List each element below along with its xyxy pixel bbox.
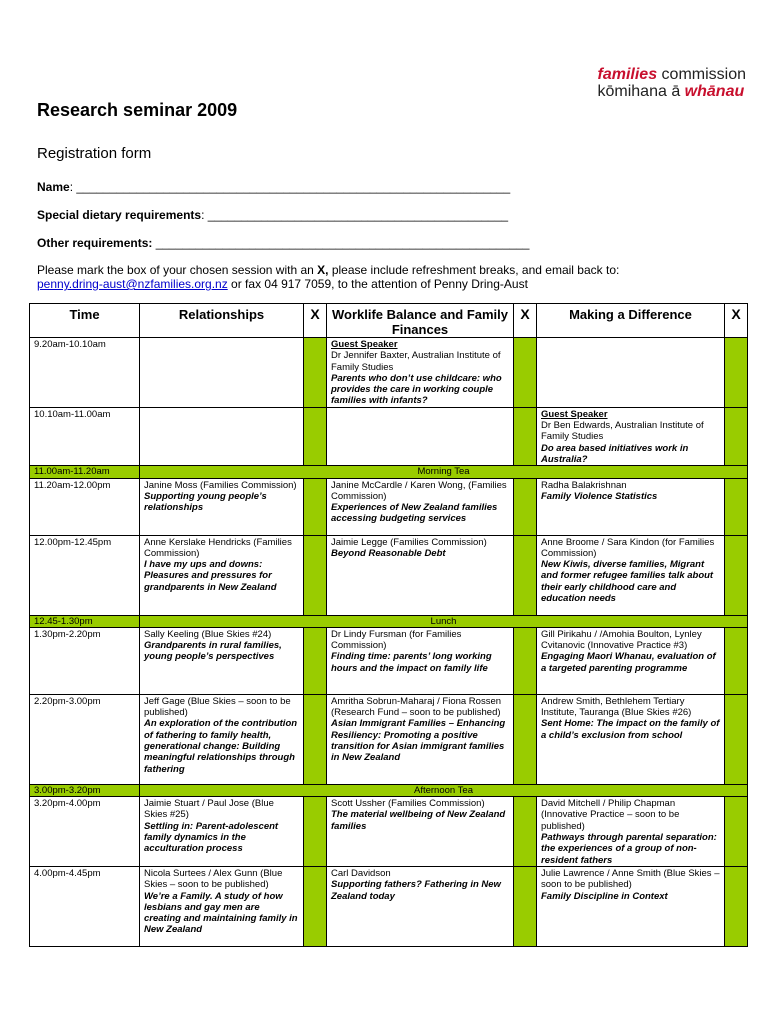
guest-speaker-label: Guest Speaker <box>331 339 398 350</box>
time-cell: 1.30pm-2.20pm <box>30 627 140 694</box>
session-title: Experiences of New Zealand families accessing budgeting services <box>331 502 498 525</box>
logo-text: whānau <box>684 83 745 100</box>
other-line: ________________________________________________________ <box>152 236 530 250</box>
table-row <box>30 866 748 946</box>
logo-text: commission <box>657 66 746 83</box>
session-title: Finding time: parents’ long working hours and the impact on family life <box>331 651 492 674</box>
instructions <box>37 263 737 291</box>
presenter: Sally Keeling (Blue Skies #24) <box>144 628 272 640</box>
select-box[interactable] <box>514 407 537 465</box>
table-header-row <box>30 304 748 338</box>
time-cell: 2.20pm-3.00pm <box>30 694 140 784</box>
presenter: Radha Balakrishnan <box>541 479 627 491</box>
form-subtitle: Registration form <box>37 145 152 162</box>
select-box[interactable] <box>304 627 327 694</box>
table-row <box>30 535 748 615</box>
session-title: Family Discipline in Context <box>541 890 668 902</box>
presenter: Gill Pirikahu / /Amohia Boulton, Lynley Cvitanovic (Innovative Practice #3) <box>541 628 702 652</box>
presenter: Anne Kerslake Hendricks (Families Commission) <box>144 536 292 559</box>
email-link[interactable]: penny.dring-aust@nzfamilies.org.nz <box>37 277 228 291</box>
dietary-field[interactable] <box>37 208 508 222</box>
page-title: Research seminar 2009 <box>37 100 238 120</box>
session-cell <box>327 407 514 465</box>
select-box[interactable] <box>725 866 748 946</box>
instructions-text: or fax 04 917 7059, to the attention of Penny Dring-Aust <box>227 277 528 291</box>
instructions-text: please include refreshment breaks, and email back to: <box>328 263 620 277</box>
logo-text: kōmihana ā <box>597 83 685 100</box>
session-cell <box>537 338 725 408</box>
session-title: Pathways through parental separation: the experiences of a group of non-resident fathers <box>541 832 717 866</box>
session-cell <box>327 866 514 946</box>
session-title: Do area based initiatives work in Australia? <box>541 442 689 465</box>
presenter: Carl Davidson <box>331 867 391 879</box>
table-row <box>30 338 748 408</box>
session-title: Engaging Maori Whanau, evaluation of a targeted parenting programme <box>541 651 716 674</box>
session-title: We’re a Family. A study of how lesbians and gay men are creating and maintaining family in New Zealand <box>144 890 298 936</box>
session-title: Settling in: Parent-adolescent family dynamics in the acculturation process <box>144 820 279 855</box>
select-box[interactable] <box>725 407 748 465</box>
session-cell <box>537 407 725 465</box>
select-box[interactable] <box>304 535 327 615</box>
session-cell <box>537 797 725 867</box>
select-box[interactable] <box>725 797 748 867</box>
session-title: Family Violence Statistics <box>541 490 658 502</box>
header-relationships: Relationships <box>140 304 304 338</box>
presenter: Nicola Surtees / Alex Gunn (Blue Skies – soon to be published) <box>144 867 283 891</box>
presenter: Jaimie Legge (Families Commission) <box>331 536 487 548</box>
break-label: Morning Tea <box>140 466 748 478</box>
select-box[interactable] <box>725 338 748 408</box>
presenter: Scott Ussher (Families Commission) <box>331 798 485 810</box>
select-box[interactable] <box>725 627 748 694</box>
select-box[interactable] <box>725 694 748 784</box>
session-cell <box>537 627 725 694</box>
presenter: Dr Jennifer Baxter, Australian Institute of Family Studies <box>331 350 501 373</box>
presenter: Anne Broome / Sara Kindon (for Families Commission) <box>541 536 715 559</box>
session-cell <box>537 478 725 535</box>
session-cell <box>327 478 514 535</box>
table-row <box>30 797 748 867</box>
session-cell <box>327 797 514 867</box>
families-commission-logo <box>598 66 747 100</box>
presenter: Dr Ben Edwards, Australian Institute of Family Studies <box>541 420 704 443</box>
break-label: Lunch <box>140 615 748 627</box>
table-row <box>30 407 748 465</box>
other-label: Other requirements: <box>37 236 153 250</box>
session-title: Supporting young people’s relationships <box>144 490 267 514</box>
other-requirements-field[interactable] <box>37 236 529 250</box>
session-title: An exploration of the contribution of fathering to family health, generational change: Building meaningful relationships through fathering <box>144 718 298 775</box>
presenter: David Mitchell / Philip Chapman (Innovative Practice – soon to be published) <box>541 798 680 832</box>
time-cell: 11.20am-12.00pm <box>30 478 140 535</box>
session-title: Supporting fathers? Fathering in New Zealand today <box>331 879 501 902</box>
select-box[interactable] <box>304 338 327 408</box>
session-title: Asian Immigrant Families – Enhancing Resiliency: Promoting a positive transition for Asian immigrant families in New Zealand <box>331 718 506 764</box>
name-label: Name <box>37 180 70 194</box>
presenter: Jaimie Stuart / Paul Jose (Blue Skies #25) <box>144 798 274 821</box>
header-time: Time <box>30 304 140 338</box>
select-box[interactable] <box>514 478 537 535</box>
header-x: X <box>514 304 537 338</box>
session-table <box>29 303 748 947</box>
table-row <box>30 478 748 535</box>
break-row <box>30 784 748 796</box>
session-cell <box>327 694 514 784</box>
time-cell: 3.20pm-4.00pm <box>30 797 140 867</box>
name-field[interactable] <box>37 180 510 194</box>
session-cell <box>140 535 304 615</box>
time-cell: 10.10am-11.00am <box>30 407 140 465</box>
select-box[interactable] <box>304 478 327 535</box>
session-cell <box>537 535 725 615</box>
select-box[interactable] <box>304 797 327 867</box>
time-cell: 9.20am-10.10am <box>30 338 140 408</box>
session-cell <box>327 535 514 615</box>
logo-text: families <box>597 66 658 83</box>
session-title: I have my ups and downs: Pleasures and pressures for grandparents in New Zealand <box>144 559 277 593</box>
select-box[interactable] <box>514 535 537 615</box>
session-cell <box>327 627 514 694</box>
presenter: Jeff Gage (Blue Skies – soon to be published) <box>144 695 291 719</box>
header-worklife: Worklife Balance and Family Finances <box>327 304 514 338</box>
presenter: Julie Lawrence / Anne Smith (Blue Skies – soon to be published) <box>541 867 720 891</box>
time-cell: 12.45-1.30pm <box>30 615 140 627</box>
select-box[interactable] <box>725 535 748 615</box>
select-box[interactable] <box>514 627 537 694</box>
session-cell <box>327 338 514 408</box>
session-cell <box>537 866 725 946</box>
select-box[interactable] <box>514 694 537 784</box>
select-box[interactable] <box>514 797 537 867</box>
instructions-x: X, <box>317 263 329 277</box>
presenter: Amritha Sobrun-Maharaj / Fiona Rossen (Research Fund – soon to be published) <box>331 695 502 719</box>
header-x: X <box>304 304 327 338</box>
select-box[interactable] <box>514 866 537 946</box>
break-row <box>30 615 748 627</box>
time-cell: 11.00am-11.20am <box>30 466 140 478</box>
session-title: Grandparents in rural families, young people’s perspectives <box>144 640 282 663</box>
select-box[interactable] <box>304 407 327 465</box>
time-cell: 3.00pm-3.20pm <box>30 784 140 796</box>
session-cell <box>140 866 304 946</box>
session-cell <box>140 627 304 694</box>
session-title: Beyond Reasonable Debt <box>331 547 446 559</box>
table-row <box>30 627 748 694</box>
session-cell <box>140 338 304 408</box>
session-cell <box>140 407 304 465</box>
table-row <box>30 694 748 784</box>
instructions-text: Please mark the box of your chosen session with an <box>37 263 318 277</box>
select-box[interactable] <box>304 694 327 784</box>
presenter: Janine McCardle / Karen Wong, (Families Commission) <box>331 479 507 502</box>
header-x: X <box>725 304 748 338</box>
dietary-line: : _____________________________________________ <box>201 208 509 222</box>
guest-speaker-label: Guest Speaker <box>541 408 608 420</box>
session-cell <box>537 694 725 784</box>
session-title: The material wellbeing of New Zealand families <box>331 809 506 832</box>
select-box[interactable] <box>304 866 327 946</box>
select-box[interactable] <box>725 478 748 535</box>
session-cell <box>140 694 304 784</box>
name-line: : _________________________________________________________________ <box>69 180 511 194</box>
session-cell <box>140 797 304 867</box>
session-title: Parents who don’t use childcare: who provides the care in working couple families with infants? <box>331 372 502 407</box>
presenter: Andrew Smith, Bethlehem Tertiary Institute, Tauranga (Blue Skies #26) <box>541 695 692 719</box>
break-label: Afternoon Tea <box>140 784 748 796</box>
break-row <box>30 466 748 478</box>
time-cell: 4.00pm-4.45pm <box>30 866 140 946</box>
select-box[interactable] <box>514 338 537 408</box>
presenter: Janine Moss (Families Commission) <box>144 479 297 491</box>
session-cell <box>140 478 304 535</box>
session-title: New Kiwis, diverse families, Migrant and former refugee families talk about their early childhood care and education needs <box>541 559 714 605</box>
header-making-difference: Making a Difference <box>537 304 725 338</box>
dietary-label: Special dietary requirements <box>37 208 202 222</box>
session-title: Sent Home: The impact on the family of a child’s exclusion from school <box>541 718 720 741</box>
time-cell: 12.00pm-12.45pm <box>30 535 140 615</box>
presenter: Dr Lindy Fursman (for Families Commission) <box>331 628 462 652</box>
